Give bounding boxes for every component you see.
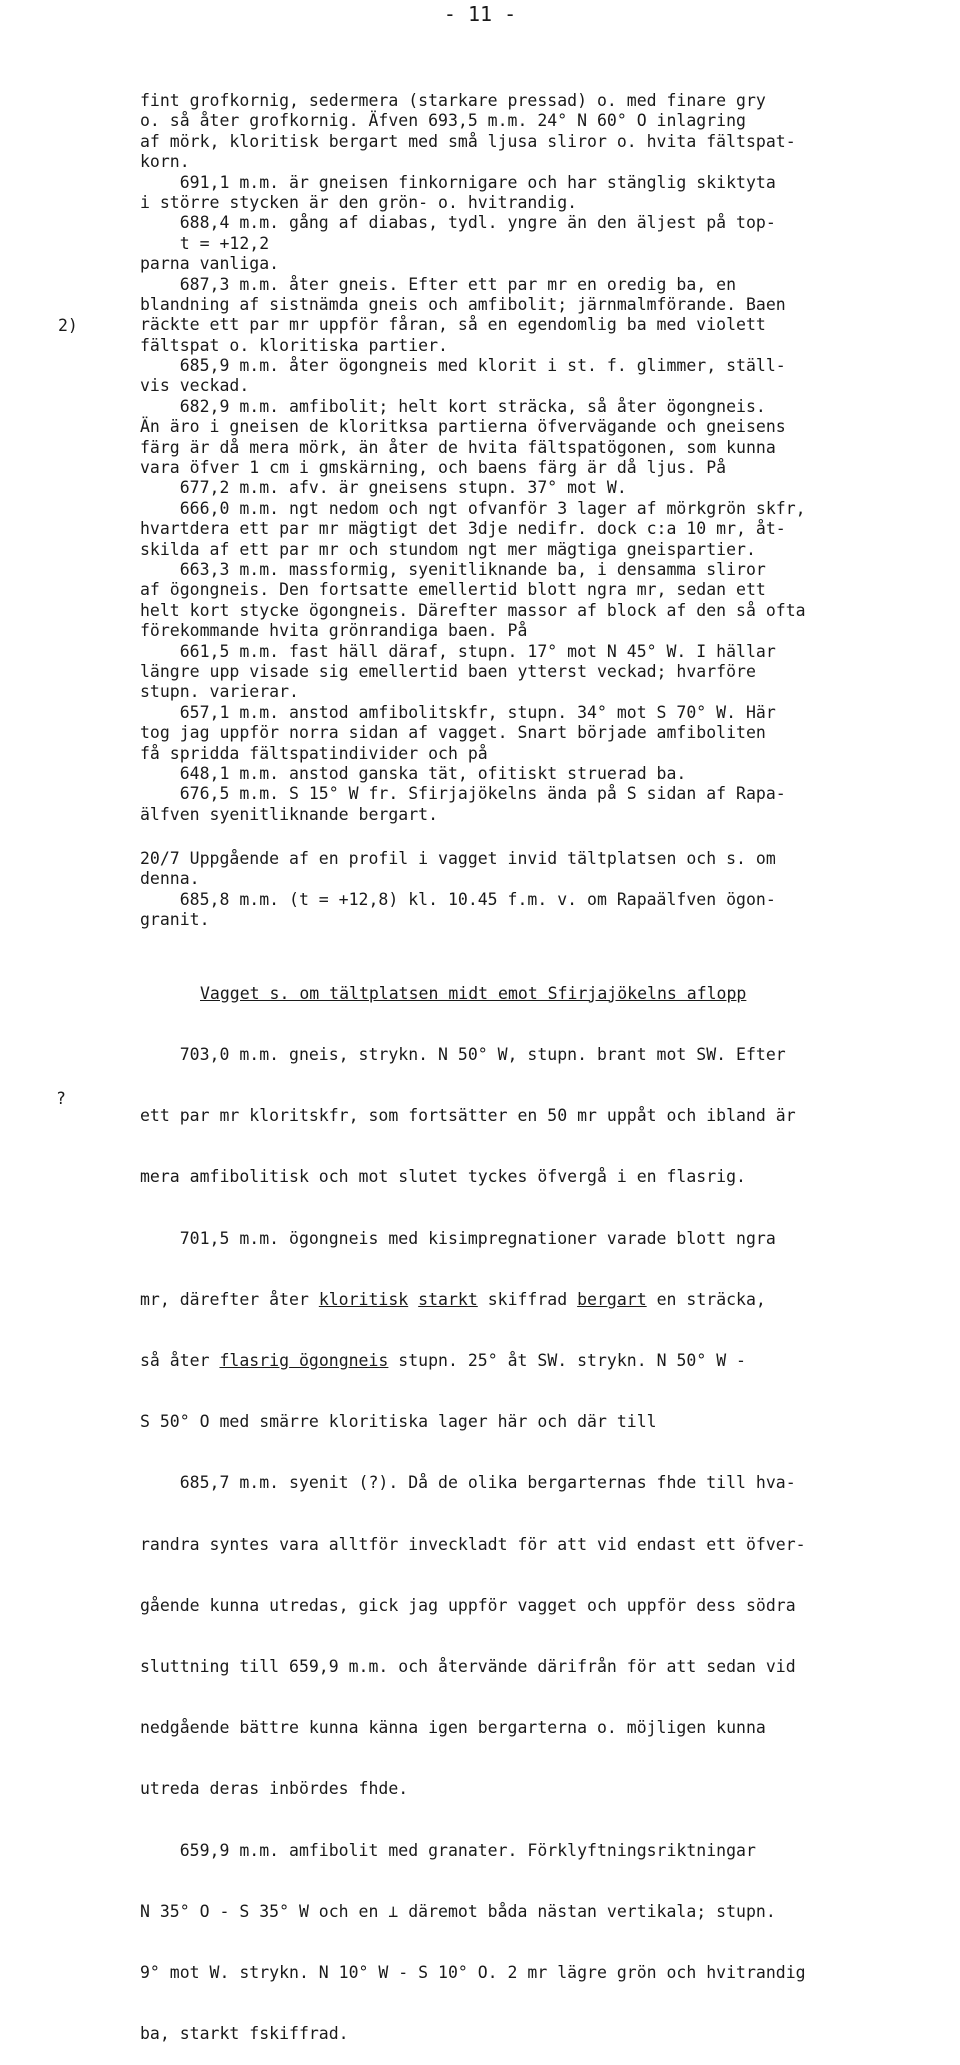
text-line: 666,0 m.m. ngt nedom och ngt ofvanför 3 lager af mörkgrön skfr, (140, 498, 806, 518)
text-line: 661,5 m.m. fast häll däraf, stupn. 17° mot N 45° W. I hällar (140, 641, 776, 661)
text-span (408, 1290, 418, 1309)
text-line: korn. (140, 152, 190, 172)
text-line: 20/7 Uppgående af en profil i vagget invid tältplatsen och s. om (140, 849, 776, 868)
entry-block-vagget (140, 943, 960, 2065)
text-line: vara öfver 1 cm i gmskärning, och baens färg är då ljus. På (140, 458, 727, 478)
text-line: parna vanliga. (140, 254, 280, 274)
text-line: älfven syenitliknande bergart. (140, 804, 439, 824)
text-line: randra syntes vara alltför inveckladt för att vid endast ett öfver- (140, 1534, 806, 1554)
text-line: 685,7 m.m. syenit (?). Då de olika bergarternas fhde till hva- (140, 1473, 796, 1493)
text-line: 659,9 m.m. amfibolit med granater. Förklyftningsriktningar (140, 1840, 756, 1860)
text-line: 685,8 m.m. (t = +12,8) kl. 10.45 f.m. v. om Rapaälfven ögon- (140, 889, 776, 909)
text-span: en sträcka, (646, 1289, 766, 1309)
text-line: N 35° O - S 35° W och en ⊥ däremot båda nästan vertikala; stupn. (140, 1901, 776, 1921)
text-line: i större stycken är den grön- o. hvitrandig. (140, 192, 578, 212)
text-span: så åter (140, 1351, 220, 1371)
text-span: mr, därefter åter (140, 1289, 319, 1309)
text-line: nedgående bättre kunna känna igen bergarterna o. möjligen kunna (140, 1718, 766, 1738)
text-line: fint grofkornig, sedermera (starkare pressad) o. med finare gry (140, 91, 766, 110)
text-line: förekommande hvita grönrandiga baen. På (140, 621, 528, 641)
text-line: tog jag uppför norra sidan af vagget. Snart började amfiboliten (140, 723, 766, 743)
text-line: färg är då mera mörk, än åter de hvita fältspatögonen, som kunna (140, 437, 776, 457)
text-line: räckte ett par mr uppför fåran, så en egendomlig ba med violett (140, 315, 766, 335)
text-line: ba, starkt fskiffrad. (140, 2024, 349, 2044)
text-line: 9° mot W. strykn. N 10° W - S 10° O. 2 mr lägre grön och hvitrandig (140, 1963, 806, 1983)
text-line: ett par mr kloritskfr, som fortsätter en 50 mr uppåt och ibland är (140, 1106, 796, 1126)
text-line: 687,3 m.m. åter gneis. Efter ett par mr en oredig ba, en (140, 274, 737, 294)
text-line: stupn. varierar. (140, 682, 299, 702)
text-line: o. så åter grofkornig. Äfven 693,5 m.m. 24° N 60° O inlagring (140, 111, 746, 131)
section-heading: Vagget s. om tältplatsen midt emot Sfirjajökelns aflopp (200, 983, 747, 1003)
text-line: 657,1 m.m. anstod amfibolitskfr, stupn. 34° mot S 70° W. Här (140, 702, 776, 722)
text-line: längre upp visade sig emellertid baen ytterst veckad; hvarföre (140, 661, 756, 681)
text-line: fältspat o. kloritiska partier. (140, 335, 448, 355)
text-line: af ögongneis. Den fortsatte emellertid blott ngra mr, sedan ett (140, 580, 766, 600)
margin-note-2: 2) (58, 316, 78, 335)
text-line: hvartdera ett par mr mägtigt det 3dje nedifr. dock c:a 10 mr, åt- (140, 519, 786, 539)
text-line: 663,3 m.m. massformig, syenitliknande ba, i densamma sliror (140, 559, 766, 579)
text-line: vis veckad. (140, 376, 250, 396)
text-line: blandning af sistnämda gneis och amfibolit; järnmalmförande. Baen (140, 294, 786, 314)
text-line: gående kunna utredas, gick jag uppför vagget och uppför dess södra (140, 1595, 796, 1615)
margin-note-question: ? (56, 1089, 66, 1108)
text-line: skilda af ett par mr och stundom ngt mer mägtiga gneispartier. (140, 539, 756, 559)
text-line: 648,1 m.m. anstod ganska tät, ofitiskt struerad ba. (140, 763, 687, 783)
text-line: sluttning till 659,9 m.m. och återvände därifrån för att sedan vid (140, 1657, 796, 1677)
underlined-term: flasrig ögongneis (219, 1351, 389, 1371)
text-line: mera amfibolitisk och mot slutet tyckes öfvergå i en flasrig. (140, 1167, 746, 1187)
text-span: stupn. 25° åt SW. strykn. N 50° W - (388, 1351, 746, 1371)
text-line (140, 1290, 960, 1310)
text-line: 676,5 m.m. S 15° W fr. Sfirjajökelns ända på S sidan af Rapa- (140, 784, 786, 804)
text-line: 701,5 m.m. ögongneis med kisimpregnationer varade blott ngra (140, 1228, 776, 1248)
text-line: 703,0 m.m. gneis, strykn. N 50° W, stupn. brant mot SW. Efter (140, 1045, 786, 1065)
text-line: granit. (140, 910, 210, 930)
entry-block-field-notes (140, 91, 960, 825)
entry-block-profile-20-7 (140, 849, 960, 931)
text-line: 685,9 m.m. åter ögongneis med klorit i st. f. glimmer, ställ- (140, 356, 786, 376)
underlined-term: starkt (418, 1289, 478, 1309)
text-line: t = +12,2 (140, 233, 270, 253)
text-line: 682,9 m.m. amfibolit; helt kort sträcka, så åter ögongneis. (140, 396, 766, 416)
text-line: 688,4 m.m. gång af diabas, tydl. yngre än den äljest på top- (140, 213, 776, 233)
text-line: af mörk, kloritisk bergart med små ljusa sliror o. hvita fältspat- (140, 131, 796, 151)
underlined-term: bergart (577, 1289, 647, 1309)
text-line: 677,2 m.m. afv. är gneisens stupn. 37° mot W. (140, 478, 627, 498)
underlined-term: kloritisk (318, 1289, 409, 1309)
text-line (140, 1351, 960, 1371)
text-line: få spridda fältspatindivider och på (140, 743, 488, 763)
text-line: denna. (140, 869, 200, 889)
text-line: S 50° O med smärre kloritiska lager här och där till (140, 1412, 657, 1432)
text-line: helt kort stycke ögongneis. Därefter massor af block af den så ofta (140, 600, 806, 620)
text-line: 691,1 m.m. är gneisen finkornigare och har stänglig skiktyta (140, 172, 776, 192)
text-span: skiffrad (477, 1289, 578, 1309)
page-number: - 11 - (443, 2, 517, 26)
text-line: utreda deras inbördes fhde. (140, 1779, 409, 1799)
text-line: Än äro i gneisen de kloritksa partierna öfvervägande och gneisens (140, 417, 786, 437)
